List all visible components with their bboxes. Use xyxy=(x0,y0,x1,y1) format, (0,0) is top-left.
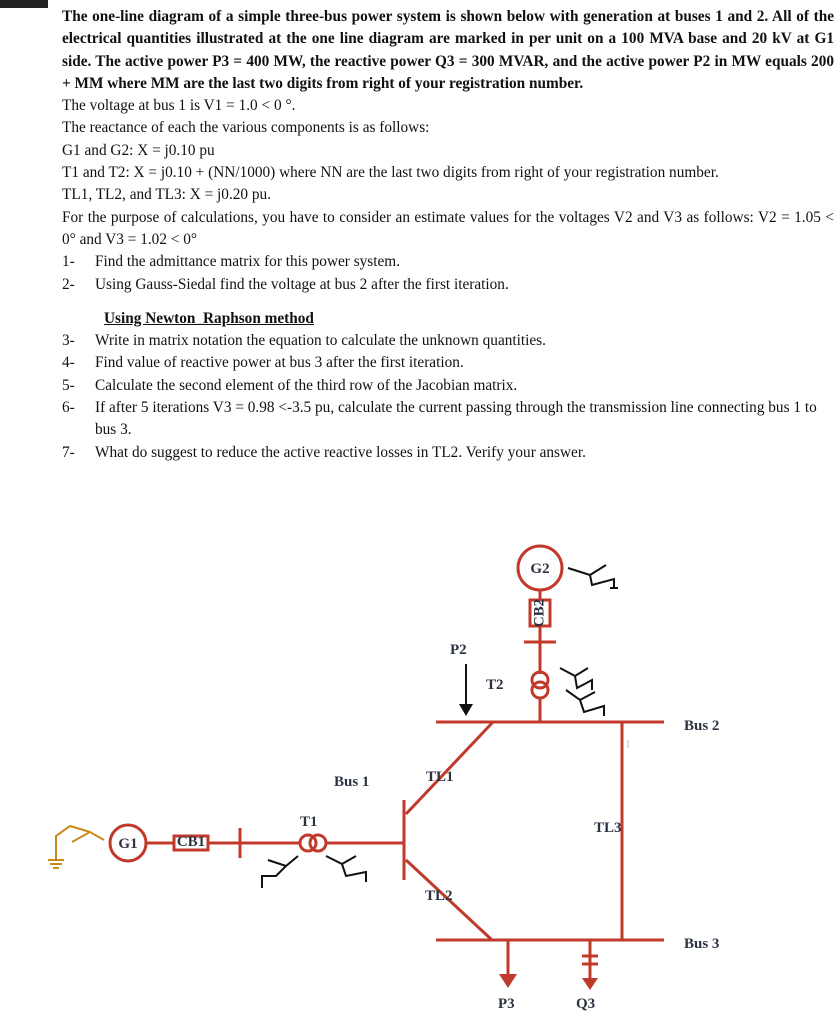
question-number: 7- xyxy=(62,443,75,461)
p3-arrow xyxy=(499,940,517,988)
q3-label: Q3 xyxy=(576,996,596,1012)
one-line-diagram xyxy=(0,520,840,1018)
estimate-paragraph: For the purpose of calculations, you have to consider an estimate values for the voltages V2 and V3 as follows: V2 = 1.05 < 0° and V3 = 1.02 < 0° xyxy=(62,208,834,248)
question-text: Write in matrix notation the equation to calculate the unknown quantities. xyxy=(95,332,546,350)
question-text: Using Gauss-Siedal find the voltage at bus 2 after the first iteration. xyxy=(95,275,509,293)
question-text: If after 5 iterations V3 = 0.98 <-3.5 pu, calculate the current passing through the transmission line connecting bus 1 to bus 3. xyxy=(95,399,817,439)
t2-label: T2 xyxy=(486,677,504,693)
question-number: 1- xyxy=(62,253,75,271)
reactance-intro: The reactance of each the various components is as follows: xyxy=(62,119,430,137)
p3-label: P3 xyxy=(498,996,515,1012)
q3-arrow xyxy=(582,940,598,990)
question-4 xyxy=(62,352,834,374)
tl2-label: TL2 xyxy=(425,888,453,904)
g2-ground-wye-icon xyxy=(568,565,618,588)
question-number: 3- xyxy=(62,332,75,350)
p2-label: P2 xyxy=(450,642,467,658)
tl1-line xyxy=(406,722,493,814)
t2-wye-icon-upper xyxy=(560,668,592,690)
question-2 xyxy=(62,274,834,296)
g2-label: G2 xyxy=(530,561,550,577)
question-7 xyxy=(62,442,834,464)
bus-1-label: Bus 1 xyxy=(334,774,370,790)
voltage-line: The voltage at bus 1 is V1 = 1.0 < 0 °. xyxy=(62,97,296,115)
bus-3-label: Bus 3 xyxy=(684,936,720,952)
question-text: Calculate the second element of the third row of the Jacobian matrix. xyxy=(95,376,518,394)
question-text: What do suggest to reduce the active reactive losses in TL2. Verify your answer. xyxy=(95,443,586,461)
circuit-breaker-cb1 xyxy=(174,834,208,850)
question-number: 2- xyxy=(62,275,75,293)
tl3-label: TL3 xyxy=(594,820,622,836)
transformer-t1 xyxy=(300,835,326,851)
question-number: 4- xyxy=(62,354,75,372)
intro-paragraph: The one-line diagram of a simple three-bus power system is shown below with generation at buses 1 and 2. All of the electrical quantities illustrated at the one line diagram are marked in per unit on a 100 MVA base and 20 kV at G1 side. The active power P3 = 400 MW, the reactive power Q3 = 300 MVAR, and the active power P2 in MW equals 200 + MM where MM are the last two digits from right of your registration number. xyxy=(62,8,834,92)
t2-wye-icon-lower xyxy=(566,690,604,716)
corner-mark xyxy=(0,0,48,8)
generator-g2 xyxy=(518,546,562,590)
question-text: Find value of reactive power at bus 3 after the first iteration. xyxy=(95,354,464,372)
cb2-label: CB2 xyxy=(531,598,548,628)
g1-label: G1 xyxy=(118,836,138,852)
question-text: Find the admittance matrix for this power system. xyxy=(95,253,401,271)
t1-label: T1 xyxy=(300,814,318,830)
newton-raphson-title: Using Newton_Raphson method xyxy=(104,309,314,327)
question-5 xyxy=(62,375,834,397)
g1-ground-wye-icon xyxy=(48,826,104,868)
question-number: 6- xyxy=(62,399,75,417)
problem-text xyxy=(62,6,834,464)
p2-arrow xyxy=(459,664,473,716)
g-reactance: G1 and G2: X = j0.10 pu xyxy=(62,141,215,159)
generator-g1 xyxy=(110,825,146,861)
circuit-breaker-cb2 xyxy=(530,599,550,627)
t1-wye-icon-right xyxy=(326,856,366,882)
bus-2-label: Bus 2 xyxy=(684,718,720,734)
question-6 xyxy=(62,397,834,442)
cb1-label: CB1 xyxy=(176,834,206,850)
t-reactance: T1 and T2: X = j0.10 + (NN/1000) where NN are the last two digits from right of your registration number. xyxy=(62,164,719,182)
question-3 xyxy=(62,330,834,352)
question-1 xyxy=(62,251,834,273)
question-number: 5- xyxy=(62,376,75,394)
tl1-label: TL1 xyxy=(426,769,454,785)
tl-reactance: TL1, TL2, and TL3: X = j0.20 pu. xyxy=(62,186,272,204)
t1-wye-icon-left xyxy=(262,856,298,888)
transformer-t2 xyxy=(532,672,548,698)
